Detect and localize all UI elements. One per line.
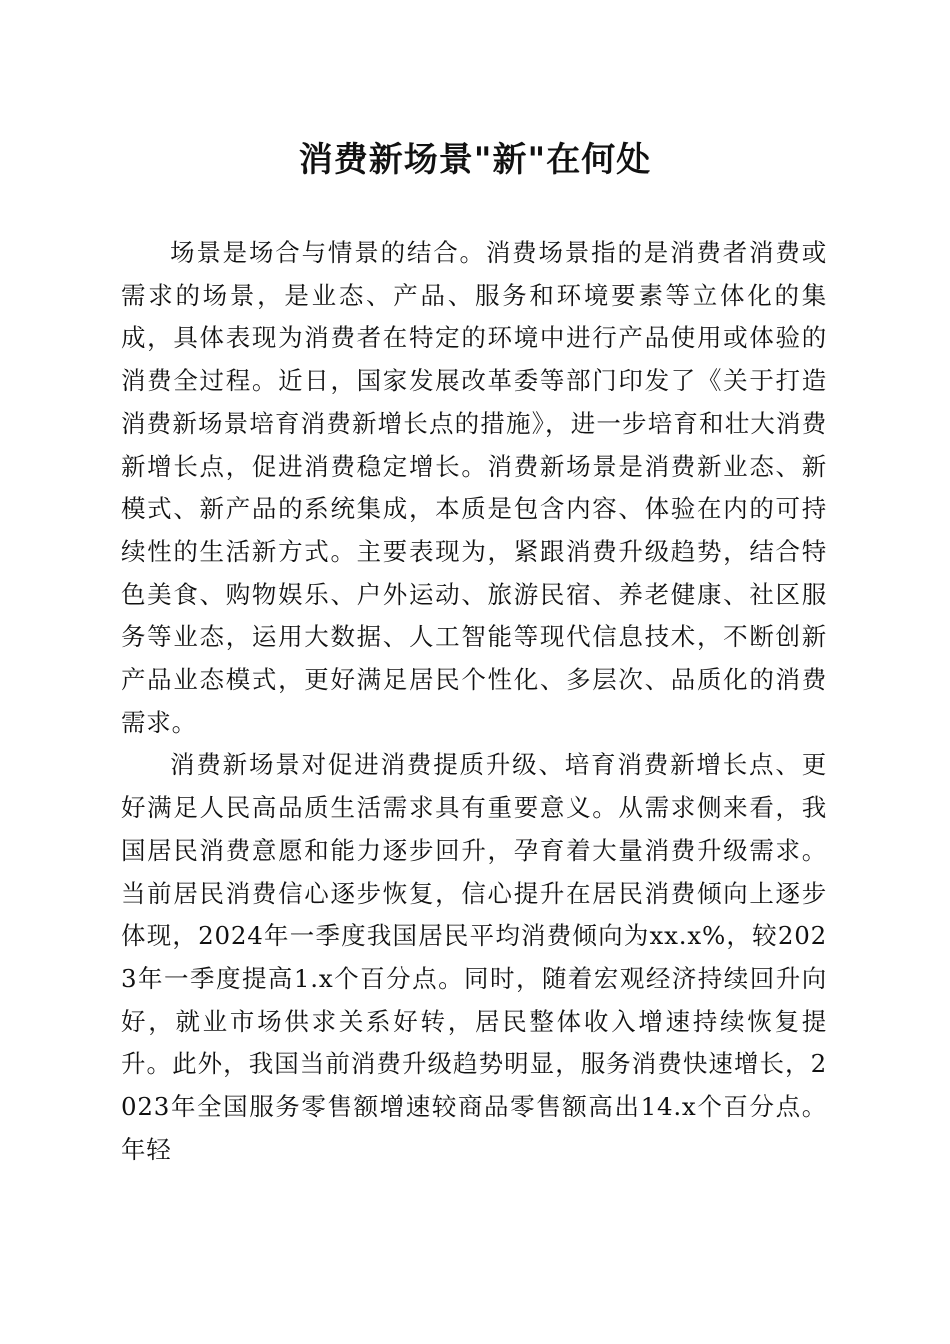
document-body (121, 232, 827, 1171)
document-title: 消费新场景"新"在何处 (298, 140, 652, 180)
paragraph-1: 场景是场合与情景的结合。消费场景指的是消费者消费或需求的场景，是业态、产品、服务和环境要素等立体化的集成，具体表现为消费者在特定的环境中进行产品使用或体验的消费全过程。近日，国家发展改革委等部门印发了《关于打造消费新场景培育消费新增长点的措施》，进一步培育和壮大消费新增长点，促进消费稳定增长。消费新场景是消费新业态、新模式、新产品的系统集成，本质是包含内容、体验在内的可持续性的生活新方式。主要表现为，紧跟消费升级趋势，结合特色美食、购物娱乐、户外运动、旅游民宿、养老健康、社区服务等业态，运用大数据、人工智能等现代信息技术，不断创新产品业态模式，更好满足居民个性化、多层次、品质化的消费需求。 (121, 238, 827, 737)
paragraph-2: 消费新场景对促进消费提质升级、培育消费新增长点、更好满足人民高品质生活需求具有重要意义。从需求侧来看，我国居民消费意愿和能力逐步回升，孕育着大量消费升级需求。当前居民消费信心逐步恢复，信心提升在居民消费倾向上逐步体现，2024年一季度我国居民平均消费倾向为xx.x%，较2023年一季度提高1.x个百分点。同时，随着宏观经济持续回升向好，就业市场供求关系好转，居民整体收入增速持续恢复提升。此外，我国当前消费升级趋势明显，服务消费快速增长，2023年全国服务零售额增速较商品零售额高出14.x个百分点。年轻 (121, 750, 827, 1164)
